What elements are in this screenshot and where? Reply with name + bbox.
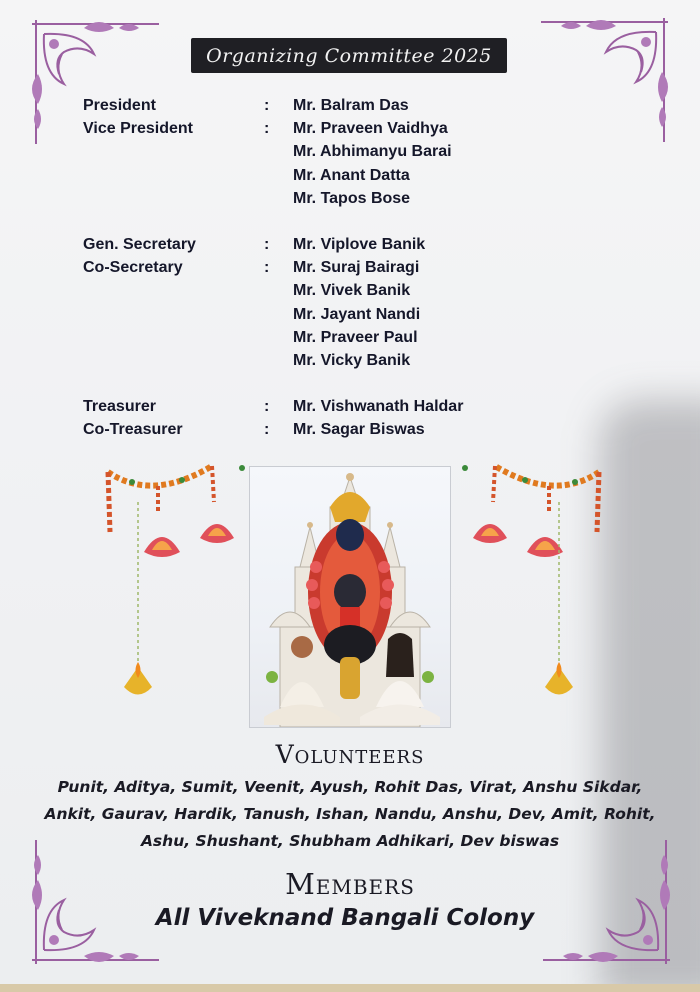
member-name: Mr. Suraj Bairagi — [293, 259, 420, 277]
volunteers-line: Ashu, Shushant, Shubham Adhikari, Dev biswas — [140, 832, 560, 850]
committee-list — [83, 97, 643, 444]
committee-row — [83, 236, 643, 259]
garland-right — [460, 462, 605, 736]
committee-row — [83, 97, 643, 120]
separator: : — [264, 97, 270, 114]
role-label: Co-Treasurer — [83, 421, 183, 439]
member-name: Mr. Praveer Paul — [293, 328, 418, 346]
garland-left — [102, 462, 247, 736]
committee-row — [83, 282, 643, 305]
committee-row — [83, 306, 643, 329]
committee-row — [83, 143, 643, 166]
separator: : — [264, 235, 270, 253]
member-name: Mr. Sagar Biswas — [293, 421, 425, 439]
member-name: Mr. Anant Datta — [293, 166, 410, 184]
separator: : — [264, 120, 270, 138]
volunteers-heading: Volunteers — [275, 740, 425, 769]
member-name: Mr. Balram Das — [293, 97, 409, 114]
committee-row — [83, 190, 643, 213]
member-name: Mr. Vivek Banik — [293, 282, 411, 300]
separator: : — [264, 421, 270, 439]
committee-row — [83, 421, 643, 444]
lotus-icon — [473, 524, 507, 543]
committee-row — [83, 167, 643, 190]
member-name: Mr. Vicky Banik — [293, 351, 411, 369]
role-label: Vice President — [83, 120, 193, 138]
member-name: Mr. Jayant Nandi — [293, 305, 421, 323]
lotus-icon — [527, 537, 563, 557]
role-label: Treasurer — [83, 398, 156, 416]
members-text: All Viveknand Bangali Colony — [155, 905, 535, 931]
member-name: Mr. Abhimanyu Barai — [293, 143, 452, 161]
volunteers-line: Punit, Aditya, Sumit, Veenit, Ayush, Rohit Das, Virat, Anshu Sikdar, — [57, 778, 643, 796]
member-name: Mr. Viplove Banik — [293, 235, 426, 253]
volunteers-line: Ankit, Gaurav, Hardik, Tanush, Ishan, Nandu, Anshu, Dev, Amit, Rohit, — [44, 805, 656, 823]
member-name: Mr. Praveen Vaidhya — [293, 120, 448, 138]
role-label: President — [83, 97, 156, 114]
volunteers-list — [20, 774, 680, 855]
committee-row — [83, 120, 643, 143]
role-label: Gen. Secretary — [83, 235, 196, 253]
role-label: Co-Secretary — [83, 259, 183, 277]
members-heading: Members — [285, 867, 415, 901]
committee-title: Organizing Committee 2025 — [191, 38, 507, 73]
separator: : — [264, 398, 270, 416]
committee-row — [83, 329, 643, 352]
bottom-edge — [0, 984, 700, 992]
separator: : — [264, 259, 270, 277]
committee-row — [83, 259, 643, 282]
committee-row — [83, 352, 643, 375]
lotus-icon — [144, 537, 180, 557]
member-name: Mr. Tapos Bose — [293, 189, 411, 207]
lotus-icon — [200, 524, 234, 543]
deity-illustration — [249, 466, 451, 728]
committee-row — [83, 398, 643, 421]
member-name: Mr. Vishwanath Haldar — [293, 398, 464, 416]
